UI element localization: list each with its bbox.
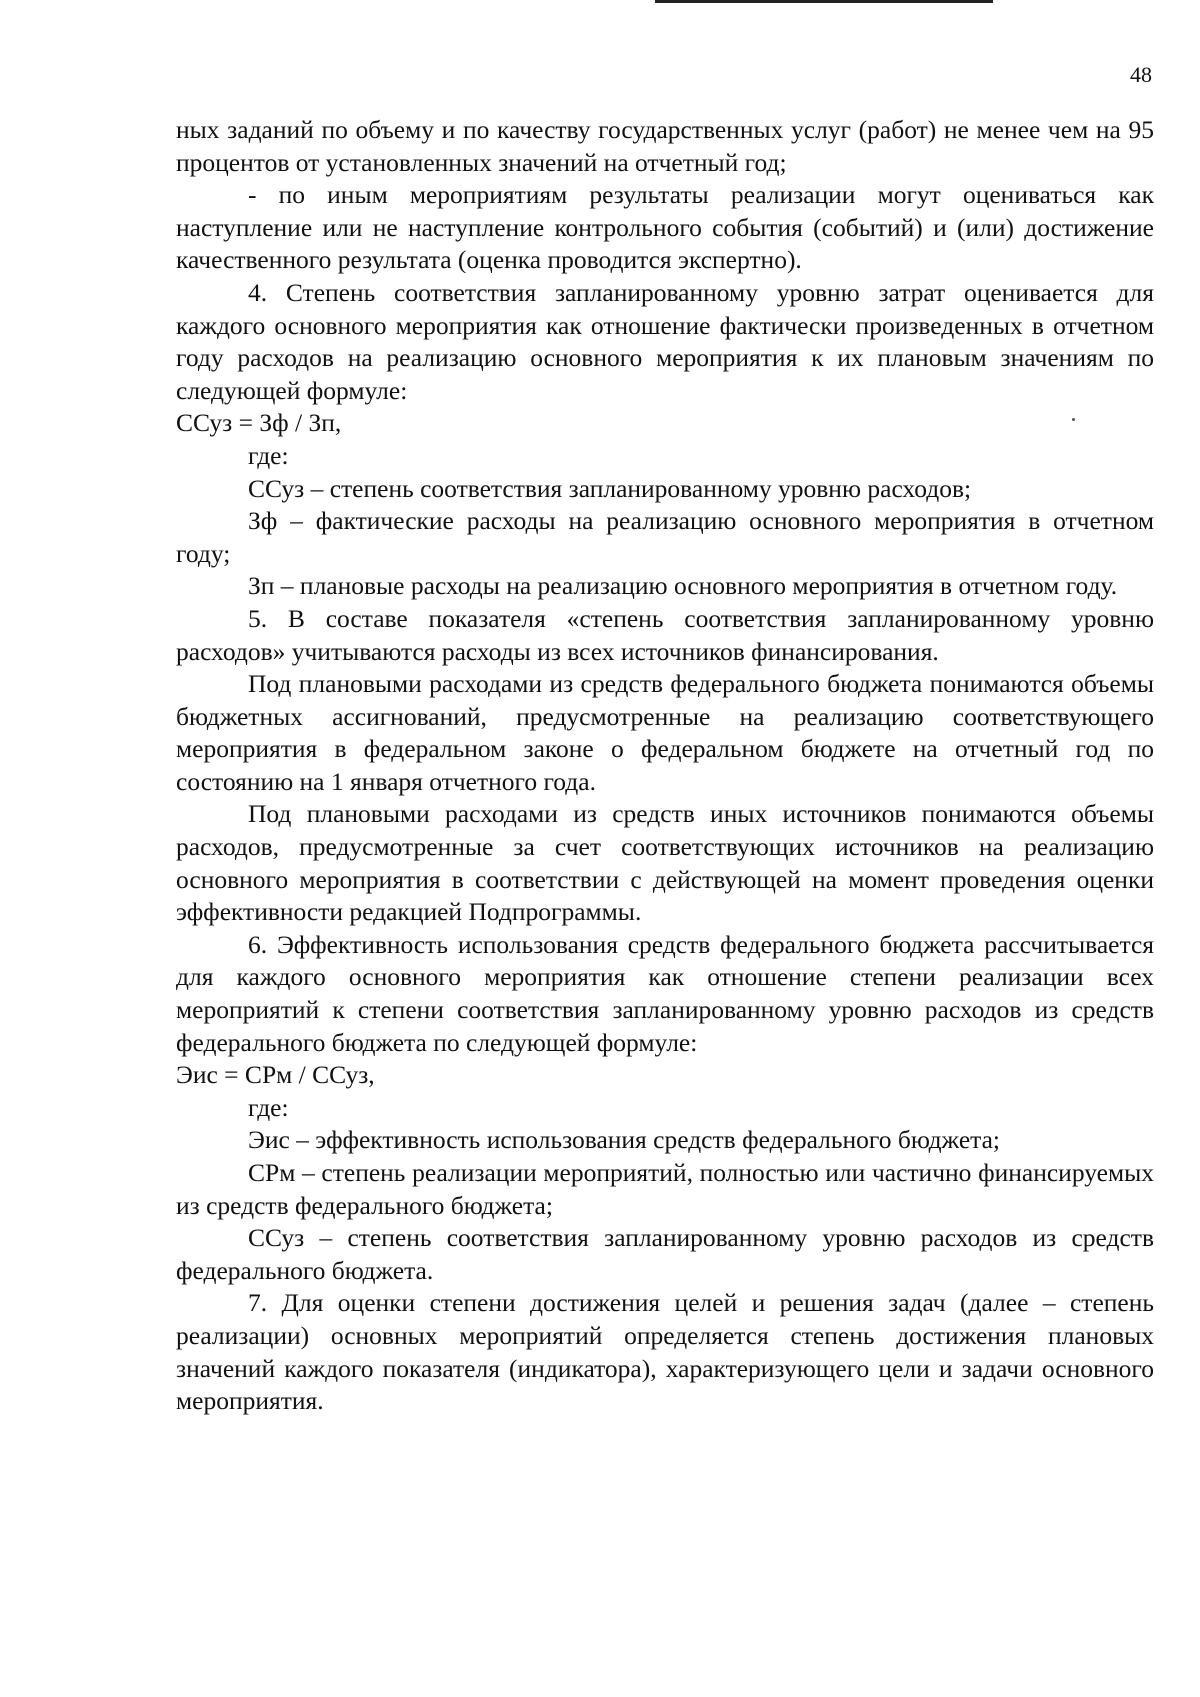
definition-zf: Зф – фактические расходы на реализацию основного мероприятия в отчетном году;: [176, 506, 1154, 568]
definition-zp: Зп – плановые расходы на реализацию основного мероприятия в отчетном году.: [248, 571, 1118, 601]
formula-eis: Эис = СРм / ССуз,: [176, 1060, 375, 1090]
top-rule: [655, 0, 993, 3]
document-body: [176, 114, 1154, 1418]
definition-ssuz: ССуз – степень соответствия запланированному уровню расходов;: [248, 473, 972, 503]
paragraph-continuation: ных заданий по объему и по качеству государственных услуг (работ) не менее чем на 95 процентов от установленных значений на отчетный год;: [176, 115, 1154, 177]
definition-eis: Эис – эффективность использования средств федерального бюджета;: [248, 1125, 1001, 1155]
paragraph-federal-planned: Под плановыми расходами из средств федерального бюджета понимаются объемы бюджетных ассигнований, предусмотренные на реализацию соответствующего мероприятия в федеральном законе о федеральном бюджете на отчетный год по состоянию на 1 января отчетного года.: [176, 669, 1154, 796]
paragraph-other-measures: - по иным мероприятиям результаты реализации могут оцениваться как наступление или не наступление контрольного события (событий) и (или) достижение качественного результата (оценка проводится экспертно).: [176, 180, 1154, 275]
definition-ssuz-federal: ССуз – степень соответствия запланированному уровню расходов из средств федерального бюджета.: [176, 1223, 1154, 1285]
paragraph-item-5: 5. В составе показателя «степень соответствия запланированному уровню расходов» учитываются расходы из всех источников финансирования.: [176, 603, 1154, 666]
where-label-1: где:: [248, 440, 289, 470]
paragraph-item-7: 7. Для оценки степени достижения целей и решения задач (далее – степень реализации) основных мероприятий определяется степень достижения плановых значений каждого показателя (индикатора), характеризующего цели и задачи основного мероприятия.: [176, 1288, 1154, 1416]
scan-speck: [1072, 418, 1075, 421]
where-label-2: где:: [248, 1092, 289, 1122]
formula-ssuz: ССуз = Зф / Зп,: [176, 408, 342, 438]
paragraph-other-sources-planned: Под плановыми расходами из средств иных источников понимаются объемы расходов, предусмотренные за счет соответствующих источников на реализацию основного мероприятия в соответствии с действующей на момент проведения оценки эффективности редакцией Подпрограммы.: [176, 799, 1154, 927]
paragraph-item-6: 6. Эффективность использования средств федерального бюджета рассчитывается для каждого основного мероприятия как отношение степени реализации всех мероприятий к степени соответствия запланированному уровню расходов из средств федерального бюджета по следующей формуле:: [176, 929, 1154, 1057]
definition-srm: СРм – степень реализации мероприятий, полностью или частично финансируемых из средств федерального бюджета;: [176, 1158, 1154, 1220]
paragraph-item-4: 4. Степень соответствия запланированному уровню затрат оценивается для каждого основного мероприятия как отношение фактически произведенных в отчетном году расходов на реализацию основного мероприятия к их плановым значениям по следующей формуле:: [176, 277, 1154, 405]
page-number: 48: [1130, 62, 1152, 87]
